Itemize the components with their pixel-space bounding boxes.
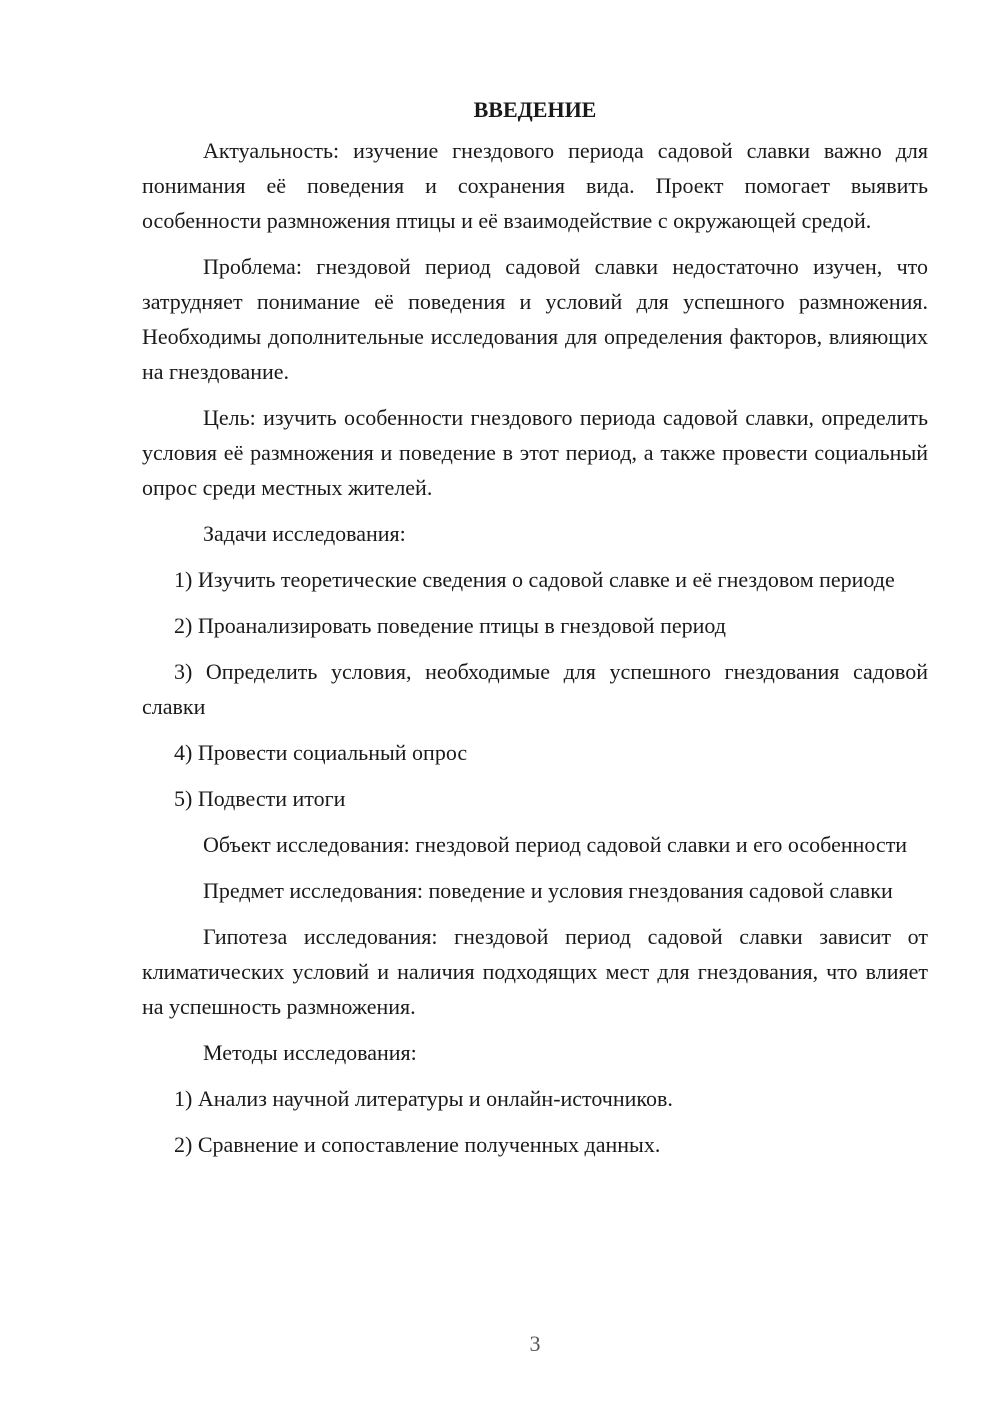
paragraph-object: Объект исследования: гнездовой период садовой славки и его особенности (203, 832, 908, 857)
methods-heading: Методы исследования: (203, 1040, 417, 1065)
paragraph-problem: Проблема: гнездовой период садовой славки недостаточно изучен, что затрудняет понимание её поведения и условий для успешного размножения. Необходимы дополнительные исследования для определения факторов, влияющих на гнездование. (142, 254, 928, 384)
paragraph-subject: Предмет исследования: поведение и условия гнездования садовой славки (203, 878, 893, 903)
task-item-1: 1) Изучить теоретические сведения о садовой славке и её гнездовом периоде (174, 567, 895, 592)
task-item-4: 4) Провести социальный опрос (174, 740, 468, 765)
method-item-2: 2) Сравнение и сопоставление полученных данных. (174, 1132, 661, 1157)
tasks-heading: Задачи исследования: (203, 521, 406, 546)
task-item-3: 3) Определить условия, необходимые для успешного гнездования садовой славки (142, 659, 928, 719)
page-title: ВВЕДЕНИЕ (473, 97, 597, 122)
task-item-5: 5) Подвести итоги (174, 786, 346, 811)
page-number: 3 (529, 1331, 541, 1356)
paragraph-relevance: Актуальность: изучение гнездового периода садовой славки важно для понимания её поведения и сохранения вида. Проект помогает выявить особенности размножения птицы и её взаимодействие с окружающей средой. (142, 138, 928, 233)
document-page (142, 92, 928, 1173)
paragraph-hypothesis: Гипотеза исследования: гнездовой период садовой славки зависит от климатических условий и наличия подходящих мест для гнездования, что влияет на успешность размножения. (142, 924, 928, 1019)
paragraph-goal: Цель: изучить особенности гнездового периода садовой славки, определить условия её размножения и поведение в этот период, а также провести социальный опрос среди местных жителей. (142, 405, 928, 500)
task-item-2: 2) Проанализировать поведение птицы в гнездовой период (174, 613, 726, 638)
method-item-1: 1) Анализ научной литературы и онлайн-источников. (174, 1086, 673, 1111)
